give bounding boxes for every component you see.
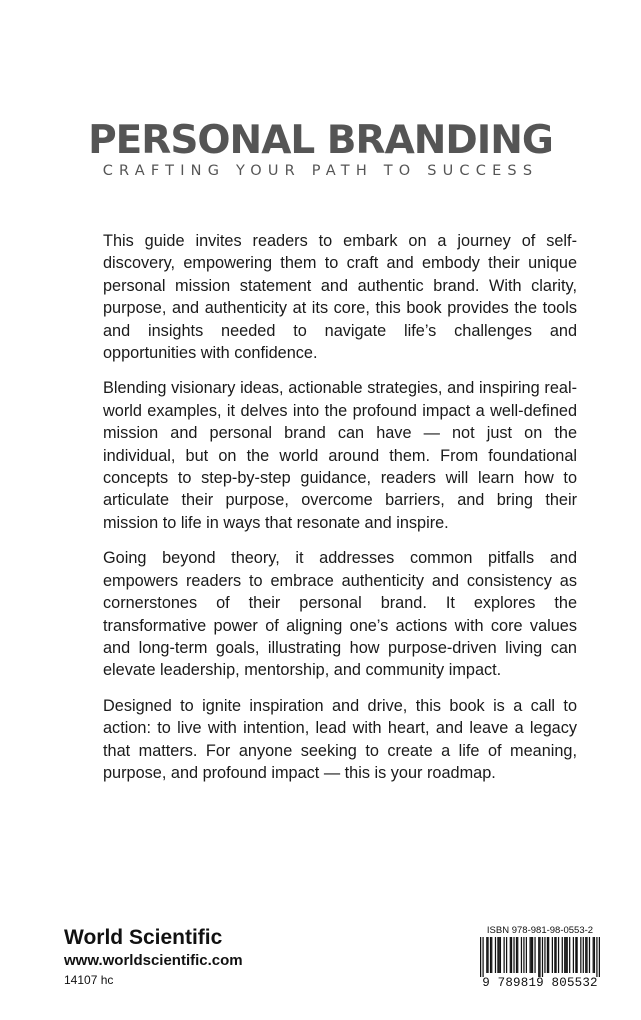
barcode-bar [573,937,574,973]
catalog-code: 14107 hc [64,973,114,987]
barcode-bar [495,937,496,973]
barcode-bar [580,937,581,973]
barcode-bar [482,937,483,977]
barcode-bar [596,937,597,977]
barcode-bar [510,937,511,973]
barcode-bar [490,937,491,973]
barcode-bar [567,937,568,973]
barcode-bar [523,937,524,973]
barcode-bar [521,937,522,973]
barcode-bar [569,937,570,973]
blurb-paragraph-4: Designed to ignite inspiration and drive, this book is a call to action: to live with intention, lead with heart, and leave a legacy that matters. For anyone seeking to create a life of meaning, purpose, and profound impact — this is your roadmap. [103,696,577,782]
publisher-name: World Scientific [64,926,223,949]
blurb-paragraph-1: This guide invites readers to embark on a journey of self-discovery, empowering them to craft and embody their unique personal mission statement and authentic brand. With clarity, purpose, and authenticity at its core, this book provides the tools and insights needed to navigate life’s challenges and opportunities with confidence. [103,232,577,363]
barcode-bar [531,937,532,973]
barcode-bar [586,937,587,973]
barcode-bar [599,937,600,977]
book-title: PERSONAL BRANDING [88,118,553,163]
barcode-bar [497,937,498,973]
barcode-digits: 9 789819 805532 [482,976,598,990]
barcode-bar [555,937,556,973]
barcode-bar [517,937,518,973]
barcode-bar [513,937,514,973]
barcode-bar [499,937,500,973]
blurb [103,230,577,797]
barcode-bar [516,937,517,973]
barcode-bar [547,937,548,973]
barcode-bar [542,937,543,977]
barcode-bar [594,937,595,973]
barcode-bar [548,937,549,973]
barcode-bar [576,937,577,973]
barcode-bar [491,937,492,973]
isbn-barcode [480,924,600,994]
barcode-bar [565,937,566,973]
barcode-bar [511,937,512,973]
barcode-bar [506,937,507,973]
barcode-bar [558,937,559,973]
barcode-bar [544,937,545,973]
publisher-url: www.worldscientific.com [64,952,243,969]
barcode-bar [593,937,594,973]
barcode-bar [487,937,488,973]
barcode-bar [532,937,533,973]
barcode-bar [585,937,586,973]
barcode-bar [500,937,501,973]
blurb-paragraph-2: Blending visionary ideas, actionable strategies, and inspiring real-world examples, it delves into the profound impact a well-defined mission and personal brand can have — not just on the individual, but on the world around them. From foundational concepts to step-by-step guidance, readers will learn how to articulate their purpose, overcome barriers, and bring their mission to life in ways that resonate and inspire. [103,379,577,532]
barcode-bar [554,937,555,973]
book-subtitle: CRAFTING YOUR PATH TO SUCCESS [102,163,539,179]
barcode-bar [480,937,481,977]
barcode-bar [575,937,576,973]
barcode-bars [480,937,600,977]
barcode-bar [526,937,527,973]
barcode-bar [562,937,563,973]
publisher-block [64,926,243,988]
blurb-paragraph-3: Going beyond theory, it addresses common pitfalls and empowers readers to embrace authenticity and consistency as cornerstones of their personal brand. It explores the transformative power of aligning one’s actions with core values and long-term goals, illustrating how purpose-driven living can elevate leadership, mentorship, and community impact. [103,549,577,680]
barcode-bar [486,937,487,973]
barcode-bar [583,937,584,973]
barcode-bar [534,937,535,973]
isbn-label: ISBN 978-981-98-0553-2 [486,925,594,936]
barcode-bar [504,937,505,973]
barcode-bar [538,937,539,977]
barcode-bar [529,937,530,973]
barcode-bar [589,937,590,973]
barcode-bar [552,937,553,973]
barcode-bar [539,937,540,977]
barcode-bar [564,937,565,973]
